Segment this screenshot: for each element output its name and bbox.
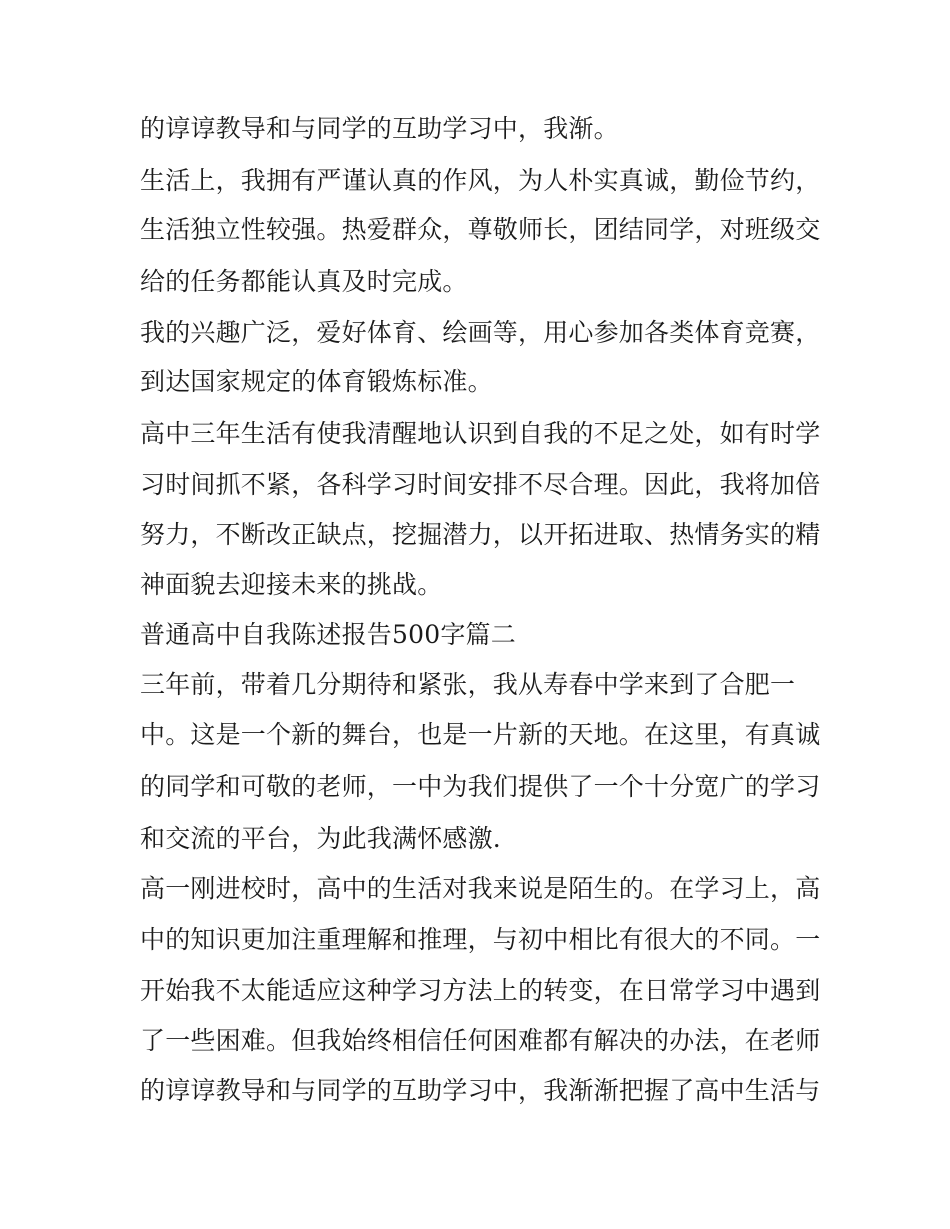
text-line: 给的任务都能认真及时完成。: [140, 267, 468, 296]
text-line: 的谆谆教导和与同学的互助学习中，我渐渐把握了高中生活与: [140, 1076, 820, 1105]
text-line: 习时间抓不紧，各科学习时间安排不尽合理。因此，我将加倍: [140, 470, 820, 499]
text-line: 中。这是一个新的舞台，也是一片新的天地。在这里，有真诚: [140, 720, 820, 749]
section-heading: 普通高中自我陈述报告500字篇二: [140, 620, 516, 649]
text-line: 高中三年生活有使我清醒地认识到自我的不足之处，如有时学: [140, 419, 820, 448]
text-line: 三年前，带着几分期待和紧张，我从寿春中学来到了合肥一: [140, 670, 796, 699]
text-line: 开始我不太能适应这种学习方法上的转变，在日常学习中遇到: [140, 976, 820, 1005]
text-line: 努力，不断改正缺点，挖掘潜力，以开拓进取、热情务实的精: [140, 520, 820, 549]
text-line: 到达国家规定的体育锻炼标准。: [140, 367, 493, 396]
text-line: 我的兴趣广泛，爱好体育、绘画等，用心参加各类体育竞赛，: [140, 318, 820, 347]
text-line: 生活上，我拥有严谨认真的作风，为人朴实真诚，勤俭节约，: [140, 166, 820, 195]
text-line: 的同学和可敬的老师，一中为我们提供了一个十分宽广的学习: [140, 772, 820, 801]
text-line: 高一刚进校时，高中的生活对我来说是陌生的。在学习上，高: [140, 874, 820, 903]
text-line: 生活独立性较强。热爱群众，尊敬师长，团结同学，对班级交: [140, 215, 820, 244]
text-line: 和交流的平台，为此我满怀感激.: [140, 824, 501, 853]
text-line: 中的知识更加注重理解和推理，与初中相比有很大的不同。一: [140, 925, 820, 954]
text-line: 神面貌去迎接未来的挑战。: [140, 570, 443, 599]
text-line: 的谆谆教导和与同学的互助学习中，我渐。: [140, 114, 619, 143]
text-line: 了一些困难。但我始终相信任何困难都有解决的办法，在老师: [140, 1026, 820, 1055]
